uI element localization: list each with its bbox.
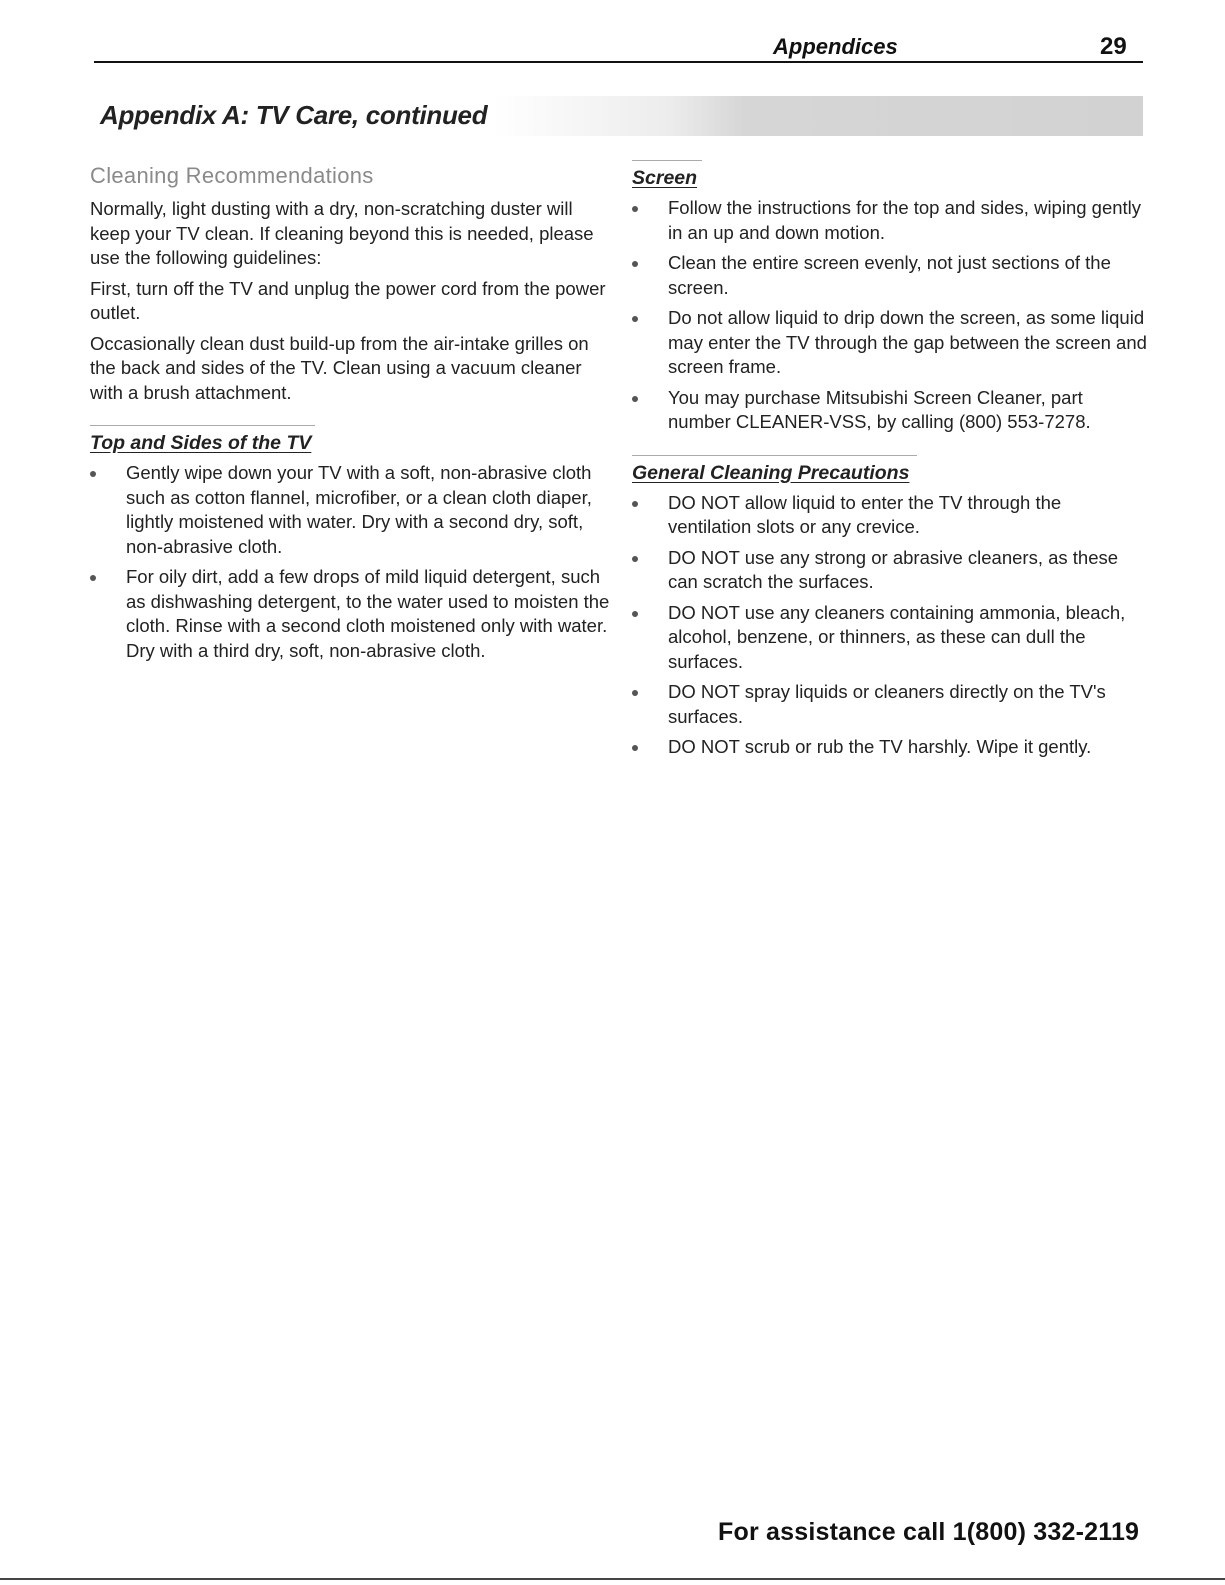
list-item-text: For oily dirt, add a few drops of mild liquid detergent, such as dishwashing detergent, to the water used to moisten the cloth. Rinse with a second cloth moistened only with water. Dry with a third dry, soft, non-abrasive cloth.	[126, 566, 610, 661]
subsection-screen	[632, 160, 1147, 190]
list-item-text: Gently wipe down your TV with a soft, non-abrasive cloth such as cotton flannel, microfiber, or a clean cloth diaper, lightly moistened with water. Dry with a second dry, soft, non-abrasive cloth.	[126, 462, 592, 557]
bullet-icon	[632, 206, 638, 212]
bullet-list	[90, 461, 615, 663]
subsection-precautions	[632, 455, 1147, 485]
bullet-icon	[632, 261, 638, 267]
list-item	[632, 546, 1147, 595]
left-column	[90, 163, 615, 669]
paragraph: Occasionally clean dust build-up from the air-intake grilles on the back and sides of the TV. Clean using a vacuum cleaner with a brush attachment.	[90, 332, 589, 403]
right-column	[632, 160, 1147, 766]
bullet-list	[632, 491, 1147, 760]
paragraph: First, turn off the TV and unplug the power cord from the power outlet.	[90, 277, 606, 323]
list-item	[90, 565, 615, 663]
list-item-text: Follow the instructions for the top and sides, wiping gently in an up and down motion.	[668, 197, 1142, 243]
list-item-text: Clean the entire screen evenly, not just sections of the screen.	[668, 252, 1111, 298]
bullet-icon	[632, 745, 638, 751]
list-item	[632, 735, 1147, 760]
list-item	[632, 251, 1147, 300]
list-item-text: You may purchase Mitsubishi Screen Cleaner, part number CLEANER-VSS, by calling (800) 553-7278.	[668, 386, 1091, 432]
bullet-icon	[90, 575, 96, 581]
section-heading: Cleaning Recommendations	[90, 163, 374, 188]
header-divider	[94, 61, 1143, 63]
appendix-title: Appendix A: TV Care, continued	[100, 100, 488, 130]
list-item-text: DO NOT use any cleaners containing ammonia, bleach, alcohol, benzene, or thinners, as these can dull the surfaces.	[668, 601, 1126, 672]
bullet-icon	[632, 690, 638, 696]
subsection-rule	[90, 425, 315, 426]
list-item-text: DO NOT spray liquids or cleaners directly on the TV's surfaces.	[668, 681, 1106, 727]
bullet-icon	[90, 471, 96, 477]
list-item-text: DO NOT use any strong or abrasive cleaners, as these can scratch the surfaces.	[668, 546, 1119, 592]
list-item-text: DO NOT scrub or rub the TV harshly. Wipe it gently.	[668, 736, 1092, 757]
list-item	[632, 601, 1147, 675]
bullet-icon	[632, 396, 638, 402]
bullet-icon	[632, 556, 638, 562]
bullet-icon	[632, 501, 638, 507]
appendix-banner	[94, 96, 1143, 136]
list-item	[90, 461, 615, 559]
list-item	[632, 491, 1147, 540]
bullet-icon	[632, 611, 638, 617]
list-item-text: Do not allow liquid to drip down the screen, as some liquid may enter the TV through the gap between the screen and screen frame.	[668, 307, 1147, 377]
bullet-list	[632, 196, 1147, 435]
subsection-heading: Screen	[632, 167, 698, 189]
page-number: 29	[1100, 33, 1127, 60]
list-item	[632, 680, 1147, 729]
bullet-icon	[632, 316, 638, 322]
subsection-heading: Top and Sides of the TV	[90, 432, 312, 454]
subsection-top-sides	[90, 425, 615, 455]
list-item	[632, 196, 1147, 245]
bottom-divider	[0, 1578, 1225, 1580]
subsection-rule	[632, 455, 917, 456]
assistance-footer: For assistance call 1(800) 332-2119	[718, 1518, 1140, 1546]
subsection-rule	[632, 160, 702, 161]
list-item	[632, 386, 1147, 435]
subsection-heading: General Cleaning Precautions	[632, 461, 910, 484]
list-item	[632, 306, 1147, 380]
header-title: Appendices	[773, 34, 898, 59]
paragraph: Normally, light dusting with a dry, non-scratching duster will keep your TV clean. If cleaning beyond this is needed, please use the following guidelines:	[90, 198, 594, 268]
list-item-text: DO NOT allow liquid to enter the TV through the ventilation slots or any crevice.	[668, 491, 1062, 537]
